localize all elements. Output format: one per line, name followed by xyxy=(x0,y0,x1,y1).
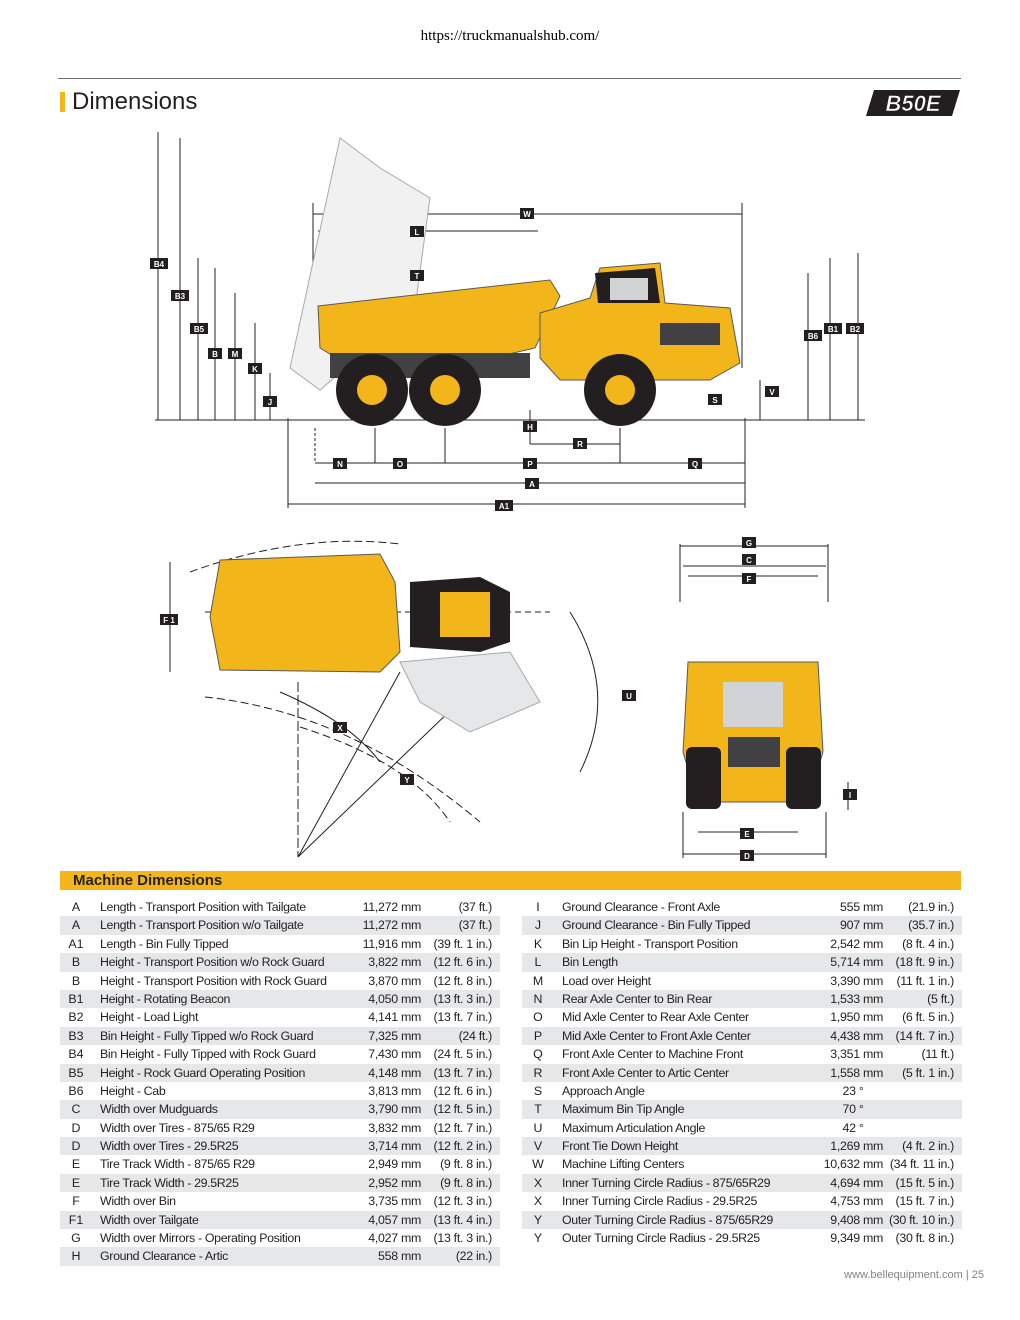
table-row xyxy=(522,1100,962,1118)
svg-text:I: I xyxy=(848,791,852,800)
row-imperial: (21.9 in.) xyxy=(908,900,954,914)
row-metric: 7,430 mm xyxy=(368,1047,421,1062)
table-row xyxy=(522,898,962,916)
row-metric: 4,050 mm xyxy=(368,991,421,1006)
svg-text:H: H xyxy=(527,423,533,432)
row-code: D xyxy=(71,1120,81,1135)
row-code: W xyxy=(532,1157,544,1172)
row-metric: 10,632 mm xyxy=(823,1157,883,1172)
row-label: Rear Axle Center to Bin Rear xyxy=(562,991,712,1006)
svg-text:K: K xyxy=(252,365,258,374)
table-row xyxy=(60,1100,500,1118)
row-label: Bin Height - Fully Tipped w/o Rock Guard xyxy=(100,1028,314,1043)
row-label: Tire Track Width - 29.5R25 xyxy=(100,1175,239,1190)
plan-view-diagram xyxy=(150,532,650,862)
machine-dimensions-header xyxy=(60,871,961,890)
svg-text:L: L xyxy=(414,228,420,237)
front-view-diagram xyxy=(668,532,868,862)
table-row xyxy=(60,1008,500,1026)
svg-text:B1: B1 xyxy=(827,325,839,334)
table-row xyxy=(522,916,962,934)
row-label: Machine Lifting Centers xyxy=(562,1157,685,1172)
row-metric: 2,952 mm xyxy=(368,1175,421,1190)
row-label: Ground Clearance - Artic xyxy=(100,1249,228,1264)
row-metric: 9,349 mm xyxy=(830,1231,883,1246)
table-row xyxy=(522,1064,962,1082)
svg-text:P: P xyxy=(527,460,533,469)
row-code: O xyxy=(533,1010,543,1025)
row-imperial: (12 ft. 7 in.) xyxy=(433,1120,492,1135)
row-imperial: (9 ft. 8 in.) xyxy=(440,1157,492,1172)
row-imperial: (12 ft. 2 in.) xyxy=(433,1139,492,1154)
svg-text:B5: B5 xyxy=(193,325,205,334)
page-title: Dimensions xyxy=(72,88,198,115)
row-imperial: (15 ft. 5 in.) xyxy=(895,1175,954,1190)
row-imperial: (24 ft. 5 in.) xyxy=(433,1047,492,1062)
row-imperial: (6 ft. 5 in.) xyxy=(902,1010,954,1025)
row-code: H xyxy=(71,1249,81,1264)
row-label: Inner Turning Circle Radius - 875/65R29 xyxy=(562,1175,771,1190)
row-metric: 4,694 mm xyxy=(830,1175,883,1190)
svg-text:E: E xyxy=(744,830,750,839)
row-metric: 3,813 mm xyxy=(368,1083,421,1098)
svg-text:F 1: F 1 xyxy=(163,616,175,625)
row-label: Height - Load Light xyxy=(100,1010,199,1025)
row-imperial: (12 ft. 8 in.) xyxy=(433,973,492,988)
row-metric: 1,269 mm xyxy=(830,1139,883,1154)
row-imperial: (37 ft.) xyxy=(458,900,492,914)
row-metric: 1,950 mm xyxy=(830,1010,883,1025)
row-label: Length - Bin Fully Tipped xyxy=(100,936,229,951)
table-row xyxy=(522,953,962,971)
svg-text:B3: B3 xyxy=(174,292,186,301)
row-imperial: (15 ft. 7 in.) xyxy=(895,1194,954,1209)
row-imperial: (30 ft. 10 in.) xyxy=(888,1212,954,1227)
svg-text:S: S xyxy=(712,396,718,405)
row-label: Load over Height xyxy=(562,973,651,988)
svg-text:F: F xyxy=(746,575,752,584)
row-code: B3 xyxy=(68,1028,84,1043)
row-code: R xyxy=(533,1065,543,1080)
row-imperial: (12 ft. 6 in.) xyxy=(433,1083,492,1098)
row-code: A1 xyxy=(68,936,84,951)
row-metric: 4,141 mm xyxy=(368,1010,421,1025)
row-imperial: (5 ft.) xyxy=(927,991,954,1006)
table-row xyxy=(522,1119,962,1137)
row-metric: 3,351 mm xyxy=(830,1047,883,1062)
row-metric: 3,832 mm xyxy=(368,1120,421,1135)
row-metric: 11,272 mm xyxy=(362,900,421,914)
row-imperial: (11 ft. 1 in.) xyxy=(896,973,954,988)
row-code: N xyxy=(533,991,543,1006)
row-imperial: (12 ft. 3 in.) xyxy=(433,1194,492,1209)
svg-text:Q: Q xyxy=(691,460,699,469)
row-code: B1 xyxy=(68,991,84,1006)
row-code: F xyxy=(72,1194,80,1209)
row-code: T xyxy=(534,1102,542,1117)
row-metric: 2,542 mm xyxy=(830,936,883,951)
row-label: Height - Transport Position w/o Rock Guard xyxy=(100,955,325,970)
row-code: E xyxy=(71,1157,81,1172)
row-imperial: (14 ft. 7 in.) xyxy=(895,1028,954,1043)
table-row xyxy=(60,953,500,971)
row-code: B2 xyxy=(68,1010,84,1025)
table-row xyxy=(522,1045,962,1063)
table-row xyxy=(60,916,500,934)
row-label: Front Axle Center to Machine Front xyxy=(562,1047,743,1062)
row-imperial: (12 ft. 6 in.) xyxy=(433,955,492,970)
row-label: Mid Axle Center to Rear Axle Center xyxy=(562,1010,749,1025)
row-metric: 555 mm xyxy=(840,900,883,914)
row-code: F1 xyxy=(68,1212,84,1227)
table-row xyxy=(522,1008,962,1026)
row-code: L xyxy=(534,955,542,970)
svg-text:R: R xyxy=(577,440,583,449)
row-metric: 4,753 mm xyxy=(830,1194,883,1209)
row-imperial: (13 ft. 7 in.) xyxy=(433,1065,492,1080)
row-imperial: (37 ft.) xyxy=(458,918,492,933)
row-code: Y xyxy=(533,1231,543,1246)
row-metric: 3,390 mm xyxy=(830,973,883,988)
svg-text:V: V xyxy=(769,388,775,397)
row-imperial: (8 ft. 4 in.) xyxy=(902,936,954,951)
footer-separator: | xyxy=(965,1269,969,1281)
row-metric: 42 ° xyxy=(842,1120,864,1135)
page-footer xyxy=(700,1269,984,1281)
row-code: B4 xyxy=(68,1047,84,1062)
row-imperial: (13 ft. 7 in.) xyxy=(433,1010,492,1025)
row-metric: 2,949 mm xyxy=(368,1157,421,1172)
row-code: B xyxy=(71,955,81,970)
model-badge-text: B50E xyxy=(885,91,941,116)
table-row xyxy=(60,1174,500,1192)
row-metric: 5,714 mm xyxy=(830,955,883,970)
table-row xyxy=(60,1229,500,1247)
row-label: Width over Tires - 29.5R25 xyxy=(100,1139,239,1154)
row-code: A xyxy=(71,918,81,933)
table-row xyxy=(60,1155,500,1173)
svg-text:M: M xyxy=(231,350,239,359)
footer-page-number: 25 xyxy=(971,1269,984,1281)
row-imperial: (11 ft.) xyxy=(921,1047,954,1062)
row-metric: 23 ° xyxy=(842,1083,864,1098)
row-metric: 3,714 mm xyxy=(368,1139,421,1154)
svg-text:U: U xyxy=(626,692,632,701)
table-row xyxy=(60,1211,500,1229)
row-metric: 4,148 mm xyxy=(368,1065,421,1080)
row-imperial: (39 ft. 1 in.) xyxy=(433,936,492,951)
row-imperial: (9 ft. 8 in.) xyxy=(440,1175,492,1190)
row-imperial: (35.7 in.) xyxy=(908,918,954,933)
row-code: X xyxy=(533,1194,543,1209)
svg-text:O: O xyxy=(396,460,404,469)
table-row xyxy=(60,935,500,953)
row-code: S xyxy=(533,1083,543,1098)
row-label: Bin Lip Height - Transport Position xyxy=(562,936,738,951)
row-code: V xyxy=(533,1139,543,1154)
table-row xyxy=(522,1082,962,1100)
row-metric: 1,558 mm xyxy=(830,1065,883,1080)
row-label: Width over Tires - 875/65 R29 xyxy=(100,1120,255,1135)
row-metric: 4,027 mm xyxy=(368,1231,421,1246)
row-label: Approach Angle xyxy=(562,1083,645,1098)
row-label: Outer Turning Circle Radius - 875/65R29 xyxy=(562,1212,773,1227)
svg-text:N: N xyxy=(337,460,343,469)
row-code: X xyxy=(533,1175,543,1190)
row-metric: 907 mm xyxy=(840,918,883,933)
row-code: Y xyxy=(533,1212,543,1227)
row-imperial: (13 ft. 3 in.) xyxy=(433,1231,492,1246)
table-row xyxy=(522,1137,962,1155)
svg-text:C: C xyxy=(746,556,752,565)
source-url[interactable]: https://truckmanualshub.com/ xyxy=(420,28,600,44)
row-label: Ground Clearance - Bin Fully Tipped xyxy=(562,918,751,933)
row-label: Width over Bin xyxy=(100,1194,176,1209)
svg-text:T: T xyxy=(414,272,420,281)
row-imperial: (22 in.) xyxy=(455,1249,492,1264)
row-metric: 3,790 mm xyxy=(368,1102,421,1117)
row-code: D xyxy=(71,1139,81,1154)
row-code: P xyxy=(533,1028,543,1043)
row-metric: 9,408 mm xyxy=(830,1212,883,1227)
svg-text:B: B xyxy=(212,350,218,359)
row-label: Outer Turning Circle Radius - 29.5R25 xyxy=(562,1231,760,1246)
row-metric: 3,735 mm xyxy=(368,1194,421,1209)
row-metric: 70 ° xyxy=(842,1102,864,1117)
header-rule xyxy=(58,78,961,79)
row-metric: 4,057 mm xyxy=(368,1212,421,1227)
row-code: B6 xyxy=(68,1083,84,1098)
row-label: Width over Mudguards xyxy=(100,1102,218,1117)
row-label: Width over Tailgate xyxy=(100,1212,199,1227)
table-row xyxy=(522,935,962,953)
row-code: B5 xyxy=(68,1065,84,1080)
table-row xyxy=(60,1082,500,1100)
dimensions-table-left xyxy=(60,898,500,1266)
table-row xyxy=(60,1247,500,1265)
row-metric: 7,325 mm xyxy=(368,1028,421,1043)
side-view-diagram xyxy=(140,118,880,518)
row-code: I xyxy=(536,900,540,914)
svg-text:A1: A1 xyxy=(498,502,510,511)
row-imperial: (4 ft. 2 in.) xyxy=(902,1139,954,1154)
title-accent-bar xyxy=(60,92,65,112)
row-label: Height - Transport Position with Rock Guard xyxy=(100,973,327,988)
svg-text:B6: B6 xyxy=(807,332,819,341)
row-metric: 3,870 mm xyxy=(368,973,421,988)
table-row xyxy=(60,1064,500,1082)
row-label: Tire Track Width - 875/65 R29 xyxy=(100,1157,255,1172)
svg-text:Y: Y xyxy=(404,776,410,785)
table-row xyxy=(60,898,500,916)
row-label: Mid Axle Center to Front Axle Center xyxy=(562,1028,751,1043)
row-code: K xyxy=(533,936,543,951)
row-imperial: (13 ft. 3 in.) xyxy=(433,991,492,1006)
row-imperial: (13 ft. 4 in.) xyxy=(433,1212,492,1227)
svg-text:B4: B4 xyxy=(153,260,165,269)
row-label: Maximum Bin Tip Angle xyxy=(562,1102,685,1117)
dimensions-table-right xyxy=(522,898,962,1247)
row-label: Inner Turning Circle Radius - 29.5R25 xyxy=(562,1194,758,1209)
table-row xyxy=(60,1045,500,1063)
table-row xyxy=(60,972,500,990)
svg-text:D: D xyxy=(744,852,750,861)
table-row xyxy=(522,1211,962,1229)
row-code: B xyxy=(71,973,81,988)
row-imperial: (12 ft. 5 in.) xyxy=(433,1102,492,1117)
svg-text:J: J xyxy=(267,398,273,407)
table-row xyxy=(522,1155,962,1173)
row-label: Length - Transport Position with Tailgate xyxy=(100,900,306,914)
row-code: E xyxy=(71,1175,81,1190)
row-metric: 11,272 mm xyxy=(362,918,421,933)
row-code: A xyxy=(71,900,81,914)
model-badge-logo xyxy=(866,88,961,118)
row-code: C xyxy=(71,1102,81,1117)
row-imperial: (24 ft.) xyxy=(458,1028,492,1043)
table-row xyxy=(60,1119,500,1137)
table-row xyxy=(60,1192,500,1210)
row-label: Length - Transport Position w/o Tailgate xyxy=(100,918,304,933)
row-code: J xyxy=(534,918,542,933)
row-label: Height - Rotating Beacon xyxy=(100,991,231,1006)
svg-text:W: W xyxy=(523,210,531,219)
row-label: Height - Rock Guard Operating Position xyxy=(100,1065,306,1080)
row-label: Bin Length xyxy=(562,955,618,970)
row-label: Front Axle Center to Artic Center xyxy=(562,1065,729,1080)
row-label: Maximum Articulation Angle xyxy=(562,1120,706,1135)
row-imperial: (30 ft. 8 in.) xyxy=(895,1231,954,1246)
row-label: Height - Cab xyxy=(100,1083,166,1098)
table-row xyxy=(60,990,500,1008)
section-title: Machine Dimensions xyxy=(73,872,223,889)
svg-text:X: X xyxy=(337,724,343,733)
table-row xyxy=(522,1192,962,1210)
row-code: Q xyxy=(533,1047,543,1062)
row-code: G xyxy=(71,1231,81,1246)
footer-site[interactable]: www.bellequipment.com xyxy=(844,1269,963,1281)
row-metric: 3,822 mm xyxy=(368,955,421,970)
table-row xyxy=(60,1027,500,1045)
row-metric: 11,916 mm xyxy=(362,936,421,951)
row-code: M xyxy=(532,973,544,988)
row-label: Bin Height - Fully Tipped with Rock Guard xyxy=(100,1047,316,1062)
table-row xyxy=(522,1174,962,1192)
svg-text:G: G xyxy=(745,539,753,548)
row-label: Front Tie Down Height xyxy=(562,1139,678,1154)
table-row xyxy=(522,1027,962,1045)
table-row xyxy=(522,990,962,1008)
row-metric: 558 mm xyxy=(378,1249,421,1264)
row-code: U xyxy=(533,1120,543,1135)
row-label: Width over Mirrors - Operating Position xyxy=(100,1231,301,1246)
table-row xyxy=(60,1137,500,1155)
svg-text:A: A xyxy=(529,480,535,489)
row-label: Ground Clearance - Front Axle xyxy=(562,900,720,914)
row-imperial: (5 ft. 1 in.) xyxy=(902,1065,954,1080)
row-imperial: (18 ft. 9 in.) xyxy=(895,955,954,970)
row-metric: 1,533 mm xyxy=(830,991,883,1006)
table-row xyxy=(522,972,962,990)
row-metric: 4,438 mm xyxy=(830,1028,883,1043)
table-row xyxy=(522,1229,962,1247)
svg-text:B2: B2 xyxy=(849,325,861,334)
row-imperial: (34 ft. 11 in.) xyxy=(889,1157,954,1172)
